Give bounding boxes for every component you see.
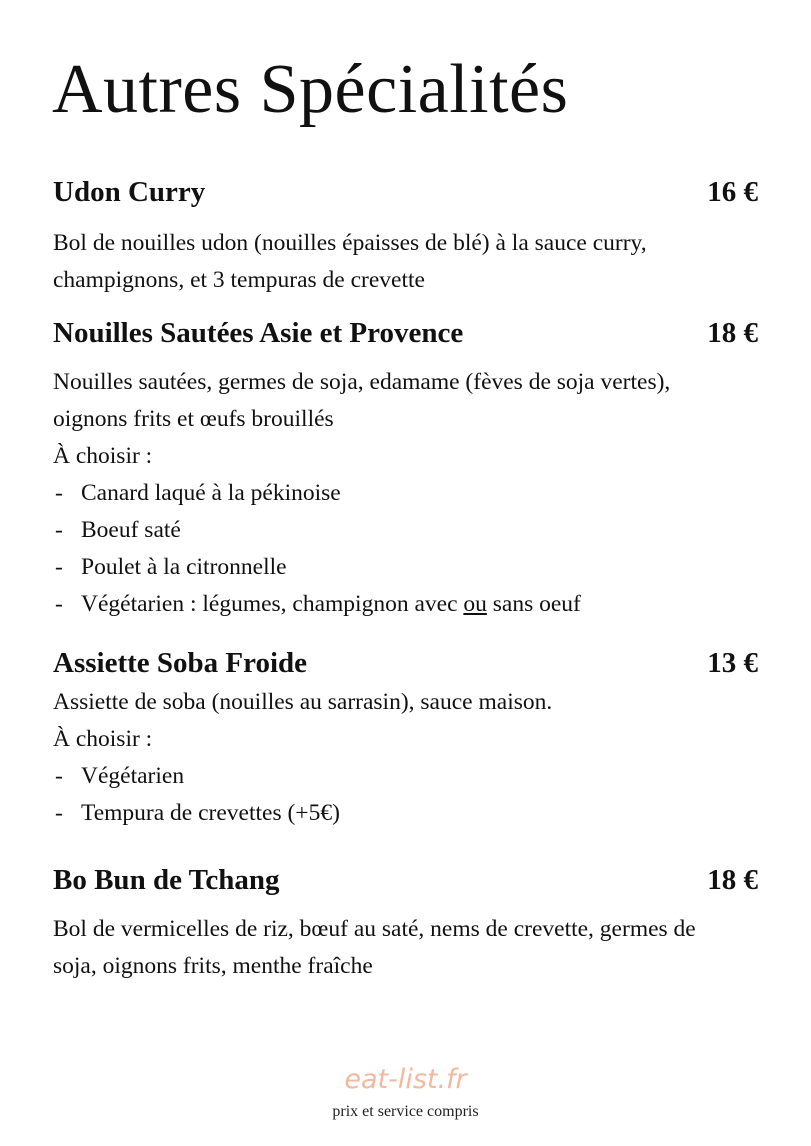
menu-item-description: Assiette de soba (nouilles au sarrasin), sauce maison. <box>53 689 553 715</box>
option-item <box>53 549 758 586</box>
menu-item-price: 16 € <box>707 176 758 208</box>
menu-item-description: Bol de nouilles udon (nouilles épaisses de blé) à la sauce curry, champignons, et 3 tempuras de crevette <box>53 230 647 293</box>
menu-item-header <box>53 646 758 680</box>
option-item <box>53 512 758 549</box>
options-list <box>53 475 758 623</box>
menu-item-header <box>53 863 758 897</box>
option-dash: - <box>55 517 63 543</box>
option-label: Poulet à la citronnelle <box>81 554 287 580</box>
option-label: Végétarien <box>81 763 185 789</box>
menu-item-price: 18 € <box>707 317 758 349</box>
option-dash: - <box>55 591 63 617</box>
menu-item-nouilles-sautees <box>53 316 758 623</box>
menu-item-description: Bol de vermicelles de riz, bœuf au saté, nems de crevette, germes de soja, oignons frits, menthe fraîche <box>53 916 696 979</box>
menu-item-soba-froide <box>53 646 758 832</box>
menu-item-udon-curry <box>53 175 758 299</box>
option-item <box>53 586 758 623</box>
menu-item-description: Nouilles sautées, germes de soja, edamame (fèves de soja vertes), oignons frits et œufs brouillés <box>53 369 671 432</box>
option-dash: - <box>55 480 63 506</box>
option-dash: - <box>55 763 63 789</box>
menu-item-name: Nouilles Sautées Asie et Provence <box>53 317 464 349</box>
menu-item-header <box>53 316 758 350</box>
option-label: Végétarien : légumes, champignon avec <box>81 591 458 617</box>
option-label: Boeuf saté <box>81 517 181 543</box>
options-list <box>53 758 758 832</box>
menu-item-name: Assiette Soba Froide <box>53 647 308 679</box>
option-label: Tempura de crevettes (+5€) <box>81 800 340 826</box>
menu-item-price: 13 € <box>707 647 758 679</box>
choose-label: À choisir : <box>53 726 153 752</box>
option-tail: sans oeuf <box>492 591 581 617</box>
page-title: Autres Spécialités <box>52 51 569 128</box>
menu-item-bo-bun <box>53 863 758 985</box>
option-item <box>53 475 758 512</box>
option-underlined-word: ou <box>463 591 487 617</box>
watermark: eat-list.fr <box>344 1064 467 1095</box>
option-dash: - <box>55 554 63 580</box>
menu-item-header <box>53 175 758 209</box>
menu-item-name: Bo Bun de Tchang <box>53 864 280 896</box>
option-item <box>53 795 758 832</box>
menu-item-name: Udon Curry <box>53 176 206 208</box>
option-label: Canard laqué à la pékinoise <box>81 480 341 506</box>
option-item <box>53 758 758 795</box>
option-dash: - <box>55 800 63 826</box>
footer-note: prix et service compris <box>332 1103 479 1120</box>
menu-item-price: 18 € <box>707 864 758 896</box>
choose-label: À choisir : <box>53 443 153 469</box>
